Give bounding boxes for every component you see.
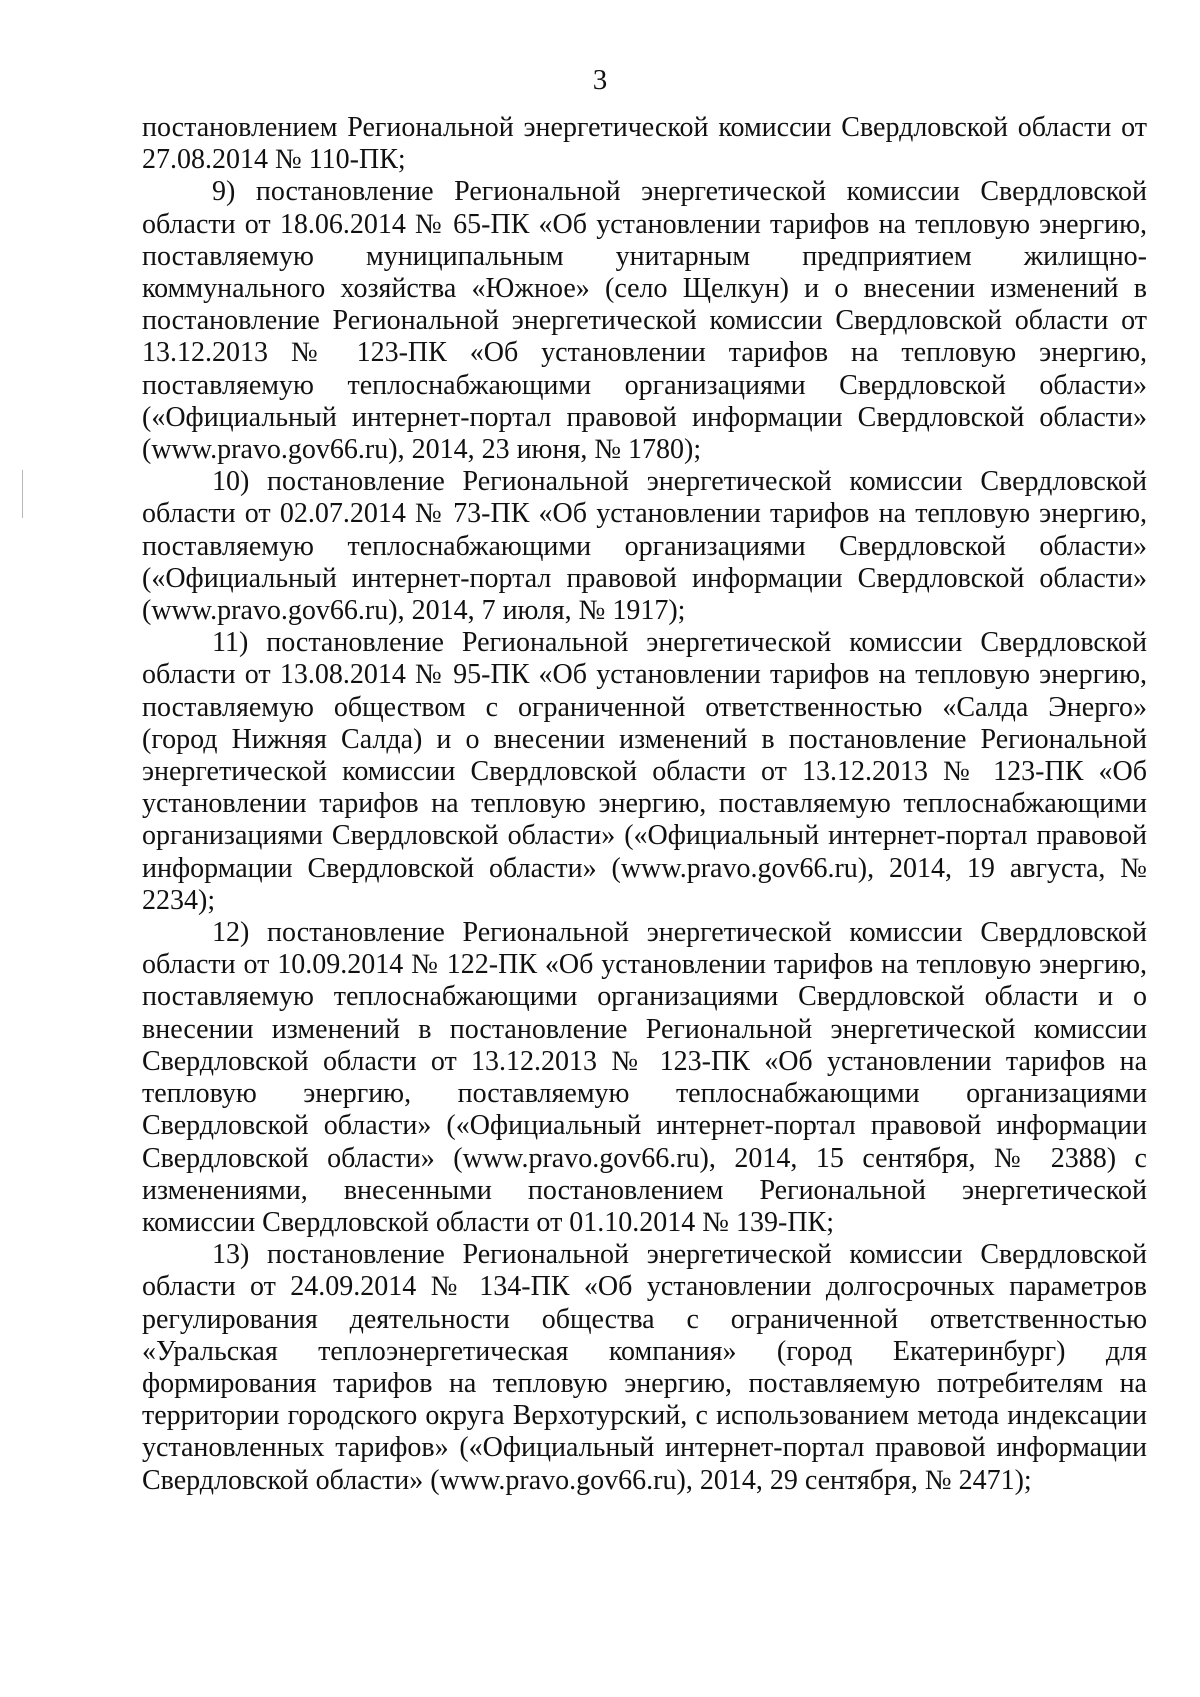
paragraph-item-10: 10) постановление Региональной энергетической комиссии Свердловской области от 02.07.2014 № 73-ПК «Об установлении тарифов на тепловую энергию, поставляемую теплоснабжающими организациями Свердловской области» («Официальный интернет-портал правовой информации Свердловской области» (www.pravo.gov66.ru), 2014, 7 июля, № 1917); — [142, 466, 1147, 627]
paragraph-item-9: 9) постановление Региональной энергетической комиссии Свердловской области от 18.06.2014 № 65-ПК «Об установлении тарифов на тепловую энергию, поставляемую муниципальным унитарным предприятием жилищно-коммунального хозяйства «Южное» (село Щелкун) и о внесении изменений в постановление Региональной энергетической комиссии Свердловской области от 13.12.2013 № 123-ПК «Об установлении тарифов на тепловую энергию, поставляемую теплоснабжающими организациями Свердловской области» («Официальный интернет-портал правовой информации Свердловской области» (www.pravo.gov66.ru), 2014, 23 июня, № 1780); — [142, 176, 1147, 466]
paragraph-item-11: 11) постановление Региональной энергетической комиссии Свердловской области от 13.08.2014 № 95-ПК «Об установлении тарифов на тепловую энергию, поставляемую обществом с ограниченной ответственностью «Салда Энерго» (город Нижняя Салда) и о внесении изменений в постановление Региональной энергетической комиссии Свердловской области от 13.12.2013 № 123-ПК «Об установлении тарифов на тепловую энергию, поставляемую теплоснабжающими организациями Свердловской области» («Официальный интернет-портал правовой информации Свердловской области» (www.pravo.gov66.ru), 2014, 19 августа, № 2234); — [142, 627, 1147, 916]
paragraph-item-13: 13) постановление Региональной энергетической комиссии Свердловской области от 24.09.2014 № 134-ПК «Об установлении долгосрочных параметров регулирования деятельности общества с ограниченной ответственностью «Уральская теплоэнергетическая компания» (город Екатеринбург) для формирования тарифов на тепловую энергию, поставляемую потребителям на территории городского округа Верхотурский, с использованием метода индексации установленных тарифов» («Официальный интернет-портал правовой информации Свердловской области» (www.pravo.gov66.ru), 2014, 29 сентября, № 2471); — [142, 1239, 1147, 1496]
scan-margin-mark — [22, 470, 23, 518]
paragraph-continuation: постановлением Региональной энергетической комиссии Свердловской области от 27.08.2014 № 110-ПК; — [142, 112, 1147, 176]
document-body — [142, 112, 1147, 1497]
page-number: 3 — [592, 64, 608, 96]
paragraph-item-12: 12) постановление Региональной энергетической комиссии Свердловской области от 10.09.2014 № 122-ПК «Об установлении тарифов на тепловую энергию, поставляемую теплоснабжающими организациями Свердловской области и о внесении изменений в постановление Региональной энергетической комиссии Свердловской области от 13.12.2013 № 123-ПК «Об установлении тарифов на тепловую энергию, поставляемую теплоснабжающими организациями Свердловской области» («Официальный интернет-портал правовой информации Свердловской области» (www.pravo.gov66.ru), 2014, 15 сентября, № 2388) с изменениями, внесенными постановлением Региональной энергетической комиссии Свердловской области от 01.10.2014 № 139-ПК; — [142, 917, 1147, 1238]
